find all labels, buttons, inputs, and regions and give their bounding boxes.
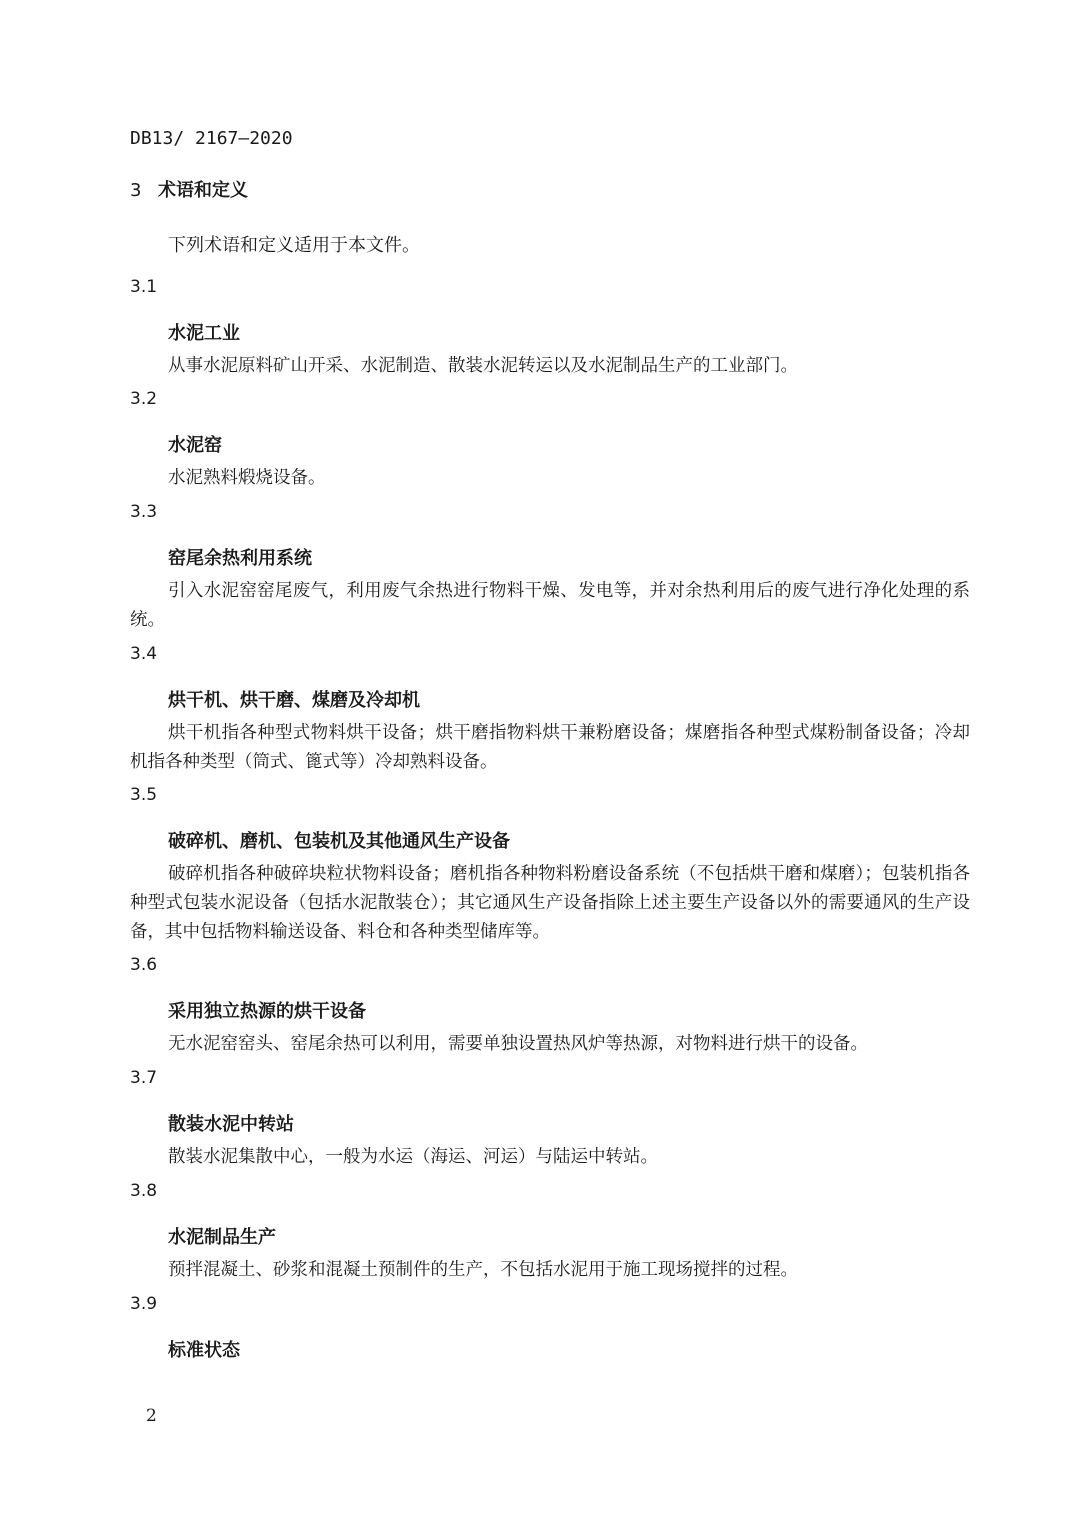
term-title: 散装水泥中转站: [168, 1114, 294, 1135]
section-number: 3: [130, 180, 142, 201]
term-number: 3.8: [130, 1181, 158, 1201]
term-number: 3.6: [130, 955, 158, 975]
term-number: 3.9: [130, 1294, 158, 1314]
term-title: 标准状态: [168, 1340, 240, 1361]
term-title: 采用独立热源的烘干设备: [168, 1001, 366, 1022]
term-title: 烘干机、烘干磨、煤磨及冷却机: [168, 690, 420, 711]
page-number: 2: [146, 1406, 157, 1426]
term-number: 3.1: [130, 277, 158, 297]
term-definition: 散装水泥集散中心，一般为水运（海运、河运）与陆运中转站。: [168, 1147, 658, 1167]
term-number: 3.7: [130, 1068, 158, 1088]
term-definition: 引入水泥窑窑尾废气，利用废气余热进行物料干燥、发电等，并对余热利用后的废气进行净化处理的系统。: [130, 581, 970, 630]
term-definition: 从事水泥原料矿山开采、水泥制造、散装水泥转运以及水泥制品生产的工业部门。: [168, 356, 798, 376]
term-definition: 无水泥窑窑头、窑尾余热可以利用，需要单独设置热风炉等热源，对物料进行烘干的设备。: [168, 1034, 868, 1054]
term-title: 水泥工业: [168, 323, 240, 344]
term-title: 水泥窑: [168, 435, 222, 456]
term-number: 3.2: [130, 389, 158, 409]
term-number: 3.5: [130, 785, 158, 805]
term-definition: 预拌混凝土、砂浆和混凝土预制件的生产，不包括水泥用于施工现场搅拌的过程。: [168, 1260, 798, 1280]
section-intro: 下列术语和定义适用于本文件。: [168, 235, 420, 256]
term-title: 破碎机、磨机、包装机及其他通风生产设备: [168, 831, 510, 852]
term-definition: 水泥熟料煅烧设备。: [168, 468, 326, 488]
term-title: 窑尾余热利用系统: [168, 548, 312, 569]
section-heading: [130, 176, 248, 202]
section-title: 术语和定义: [158, 180, 248, 201]
term-title: 水泥制品生产: [168, 1227, 276, 1248]
term-definition: 烘干机指各种型式物料烘干设备；烘干磨指物料烘干兼粉磨设备；煤磨指各种型式煤粉制备设备；冷却机指各种类型（筒式、篦式等）冷却熟料设备。: [130, 723, 970, 772]
document-id: DB13/ 2167—2020: [130, 128, 293, 149]
term-definition: 破碎机指各种破碎块粒状物料设备；磨机指各种物料粉磨设备系统（不包括烘干磨和煤磨）；包装机指各种型式包装水泥设备（包括水泥散装仓）；其它通风生产设备指除上述主要生产设备以外的需要通风的生产设备，其中包括物料输送设备、料仓和各种类型储库等。: [130, 864, 970, 942]
term-number: 3.4: [130, 644, 158, 664]
term-number: 3.3: [130, 502, 158, 522]
